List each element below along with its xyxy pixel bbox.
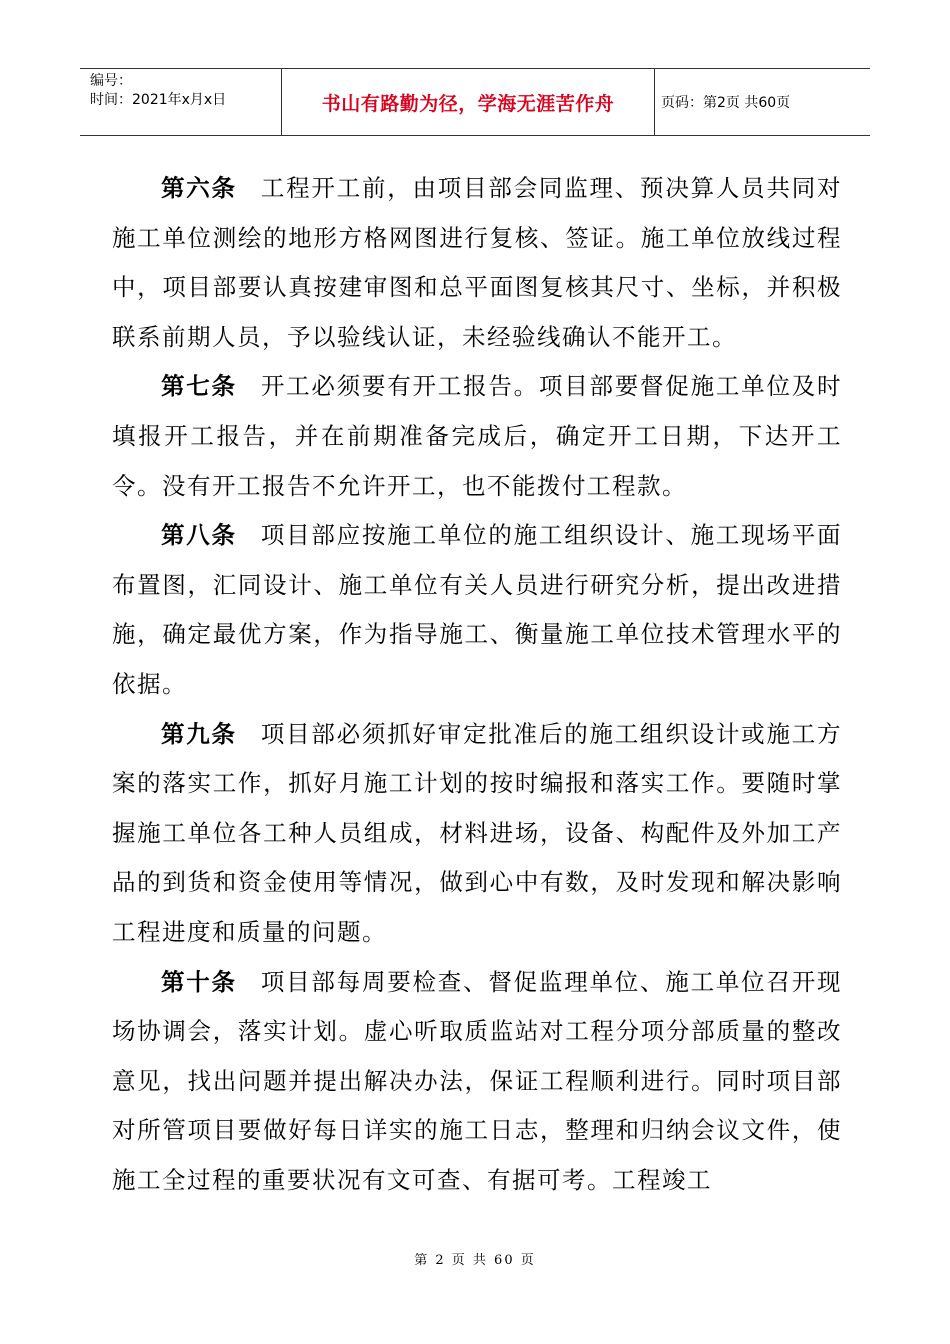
article-paragraph [112, 164, 842, 362]
article-number: 第六条 [161, 174, 237, 202]
document-time-label: 时间：2021年x月x日 [90, 92, 227, 108]
header-meta [80, 69, 282, 135]
article-number: 第八条 [161, 521, 237, 550]
article-number: 第九条 [161, 719, 237, 748]
article-text: 项目部应按施工单位的施工组织设计、施工现场平面布置图，汇同设计、施工单位有关人员进行研究分析，提出改进措施，确定最优方案，作为指导施工、衡量施工单位技术管理水平的依据。 [112, 521, 843, 698]
article-number: 第七条 [161, 372, 237, 401]
article-text: 开工必须要有开工报告。项目部要督促施工单位及时填报开工报告，并在前期准备完成后，确定开工日期，下达开工令。没有开工报告不允许开工，也不能拨付工程款。 [112, 372, 843, 500]
article-paragraph [112, 710, 842, 958]
article-number: 第十条 [161, 967, 237, 996]
page-header [80, 68, 870, 136]
article-text: 工程开工前，由项目部会同监理、预决算人员共同对施工单位测绘的地形方格网图进行复核、签证。施工单位放线过程中，项目部要认真按建审图和总平面图复核其尺寸、坐标，并积极联系前期人员，予以验线认证，未经验线确认不能开工。 [112, 174, 843, 351]
article-paragraph [112, 511, 842, 709]
article-paragraph [112, 362, 842, 511]
page-footer: 第 2 页 共 60 页 [414, 1253, 536, 1268]
header-page-info: 页码：第2页 共60页 [661, 95, 791, 111]
document-number-label: 编号： [90, 73, 132, 89]
document-body [112, 164, 842, 1205]
header-motto: 书山有路勤为径，学海无涯苦作舟 [282, 69, 655, 135]
article-text: 项目部每周要检查、督促监理单位、施工单位召开现场协调会，落实计划。虚心听取质监站对工程分项分部质量的整改意见，找出问题并提出解决办法，保证工程顺利进行。同时项目部对所管项目要做好每日详实的施工日志，整理和归纳会议文件，使施工全过程的重要状况有文可查、有据可考。工程竣工 [112, 967, 843, 1194]
article-text: 项目部必须抓好审定批准后的施工组织设计或施工方案的落实工作，抓好月施工计划的按时编报和落实工作。要随时掌握施工单位各工种人员组成，材料进场，设备、构配件及外加工产品的到货和资金使用等情况，做到心中有数，及时发现和解决影响工程进度和质量的问题。 [112, 719, 843, 946]
article-paragraph [112, 958, 842, 1206]
